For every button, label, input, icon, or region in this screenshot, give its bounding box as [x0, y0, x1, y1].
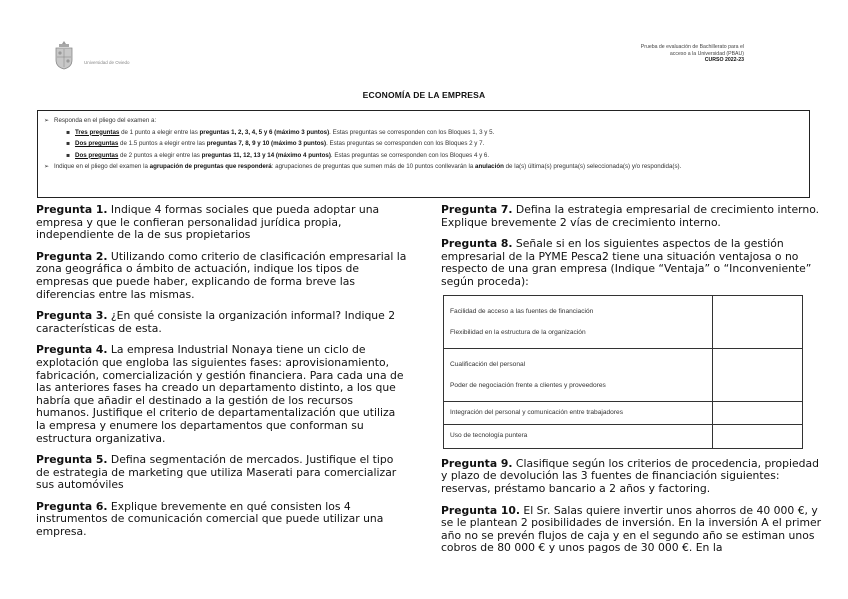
question-number: Pregunta 10. — [441, 503, 520, 517]
note-part: anulación — [475, 163, 504, 171]
answer-cell — [713, 348, 803, 401]
question-8 — [441, 238, 823, 288]
question-text: Defina segmentación de mercados. Justifique el tipo de estrategia de marketing que utiliza Maserati para comercializar sus automóviles — [36, 453, 397, 492]
question-number: Pregunta 8. — [441, 237, 513, 251]
answer-cell — [713, 401, 803, 425]
instruction-text: de 1.5 puntos a elegir entre las — [118, 140, 207, 148]
note-part: agrupación de preguntas que responderá — [149, 163, 272, 171]
instruction-range: preguntas 11, 12, 13 y 14 (máximo 4 puntos) — [201, 151, 331, 159]
left-column — [36, 204, 408, 548]
answer-cell — [713, 425, 803, 449]
table-row — [444, 348, 803, 401]
table-cell — [444, 425, 713, 449]
table-row — [444, 425, 803, 449]
question-number: Pregunta 2. — [36, 249, 108, 263]
instructions-note — [44, 161, 803, 173]
instruction-range: preguntas 1, 2, 3, 4, 5 y 6 (máximo 3 puntos) — [199, 128, 330, 136]
aspect-label: Integración del personal y comunicación entre trabajadores — [450, 408, 624, 416]
page-title: ECONOMÍA DE LA EMPRESA — [362, 90, 486, 100]
aspects-table — [443, 295, 803, 449]
question-text: La empresa Industrial Nonaya tiene un ciclo de explotación que engloba las siguientes fases: aprovisionamiento, fabricación, comercialización y gestión financiera. Para cada una de las anteriores fases ha creado un departamento distinto, a los que habría que añadir el destinado a la gestión de los recursos humanos. Justifique el criterio de departamentalización que utiliza la empresa y enumere los departamentos que conforman su estructura organizativa. — [36, 343, 404, 445]
question-number: Pregunta 3. — [36, 309, 108, 323]
instruction-text: de 1 punto a elegir entre las — [119, 128, 200, 136]
question-text: Clasifique según los criterios de procedencia, propiedad y plazo de devolución las 3 fuentes de financiación siguientes: reservas, préstamo bancario a 2 años y factoring. — [441, 456, 819, 495]
note-part: Indique en el pliego del examen la — [54, 163, 150, 171]
question-text: Utilizando como criterio de clasificación empresarial la zona geográfica o ámbito de actuación, indique los tipos de empresas que puede haber, explicando de forma breve las diferencias entre las mismas. — [36, 249, 407, 301]
instructions-box — [37, 110, 810, 198]
aspect-label: Flexibilidad en la estructura de la organización — [450, 328, 586, 336]
instruction-count: Dos preguntas — [75, 140, 119, 148]
question-number: Pregunta 5. — [36, 453, 108, 467]
question-number: Pregunta 4. — [36, 343, 108, 357]
question-4 — [36, 344, 408, 445]
instruction-count: Dos preguntas — [75, 151, 119, 159]
question-10 — [441, 505, 823, 555]
instruction-item — [44, 127, 803, 139]
answer-cell — [713, 295, 803, 348]
question-text: Defina la estrategia empresarial de crecimiento interno. Explique brevemente 2 vías de crecimiento interno. — [441, 203, 820, 229]
instruction-text: de 2 puntos a elegir entre las — [118, 151, 202, 159]
instruction-item — [44, 150, 803, 162]
question-2 — [36, 251, 408, 301]
exam-line-1: Prueba de evaluación de Bachillerato para el — [640, 44, 744, 50]
aspect-label: Facilidad de acceso a las fuentes de financiación — [450, 307, 594, 315]
question-5 — [36, 454, 408, 492]
question-number: Pregunta 1. — [36, 203, 108, 216]
question-number: Pregunta 7. — [441, 203, 513, 216]
right-column — [441, 204, 823, 564]
question-text: Indique 4 formas sociales que pueda adoptar una empresa y que le confieran personalidad jurídica propia, independiente de la de sus propietarios — [36, 203, 380, 242]
question-number: Pregunta 9. — [441, 456, 513, 470]
table-cell — [444, 401, 713, 425]
question-text: El Sr. Salas quiere invertir unos ahorros de 40 000 €, y se le plantean 2 posibilidades de inversión. En la inversión A el primer año no se prevén flujos de caja y en el segundo año se estiman unos cobros de 80 000 € y unos pagos de 30 000 €. En la — [441, 503, 822, 555]
logo-caption: Universidad de Oviedo — [84, 60, 130, 65]
note-part: : agrupaciones de preguntas que sumen más de 10 puntos conllevarán la — [271, 163, 475, 171]
course-year: CURSO 2022-23 — [704, 57, 744, 64]
question-3 — [36, 310, 408, 335]
instruction-tail: . Estas preguntas se corresponden con los Bloques 2 y 7. — [326, 140, 485, 148]
instruction-range: preguntas 7, 8, 9 y 10 (máximo 3 puntos) — [206, 140, 327, 148]
instructions-intro: ➢ Responda en el pliego del examen a: — [44, 115, 803, 127]
table-cell — [444, 295, 713, 348]
question-text: ¿En qué consiste la organización informal? Indique 2 características de esta. — [36, 309, 396, 335]
question-6 — [36, 501, 408, 539]
instruction-item — [44, 138, 803, 150]
aspect-label: Poder de negociación frente a clientes y proveedores — [450, 381, 606, 389]
instruction-count: Tres preguntas — [75, 128, 120, 136]
table-row — [444, 295, 803, 348]
note-part: de la(s) última(s) pregunta(s) seleccionada(s) y/o respondida(s). — [503, 163, 682, 171]
question-number: Pregunta 6. — [36, 499, 108, 513]
table-row — [444, 401, 803, 425]
question-text: Explique brevemente en qué consisten los 4 instrumentos de comunicación comercial que puede utilizar una empresa. — [36, 499, 384, 539]
exam-header — [594, 44, 744, 64]
instruction-tail: . Estas preguntas se corresponden con los Bloques 4 y 6. — [330, 151, 490, 159]
table-cell — [444, 348, 713, 401]
aspect-label: Uso de tecnología puntera — [450, 432, 528, 440]
question-9 — [441, 458, 823, 496]
instruction-tail: . Estas preguntas se corresponden con los Bloques 1, 3 y 5. — [329, 128, 495, 136]
question-text: Señale si en los siguientes aspectos de la gestión empresarial de la PYME Pesca2 tiene una situación ventajosa o no respecto de una gran empresa (Indique “Ventaja” o “Inconveniente” según proceda): — [441, 237, 812, 288]
question-1 — [36, 204, 408, 242]
university-crest-logo — [52, 40, 76, 70]
exam-line-2: acceso a la Universidad (PBAU) — [669, 50, 744, 57]
aspect-label: Cualificación del personal — [450, 360, 526, 368]
question-7 — [441, 204, 823, 229]
